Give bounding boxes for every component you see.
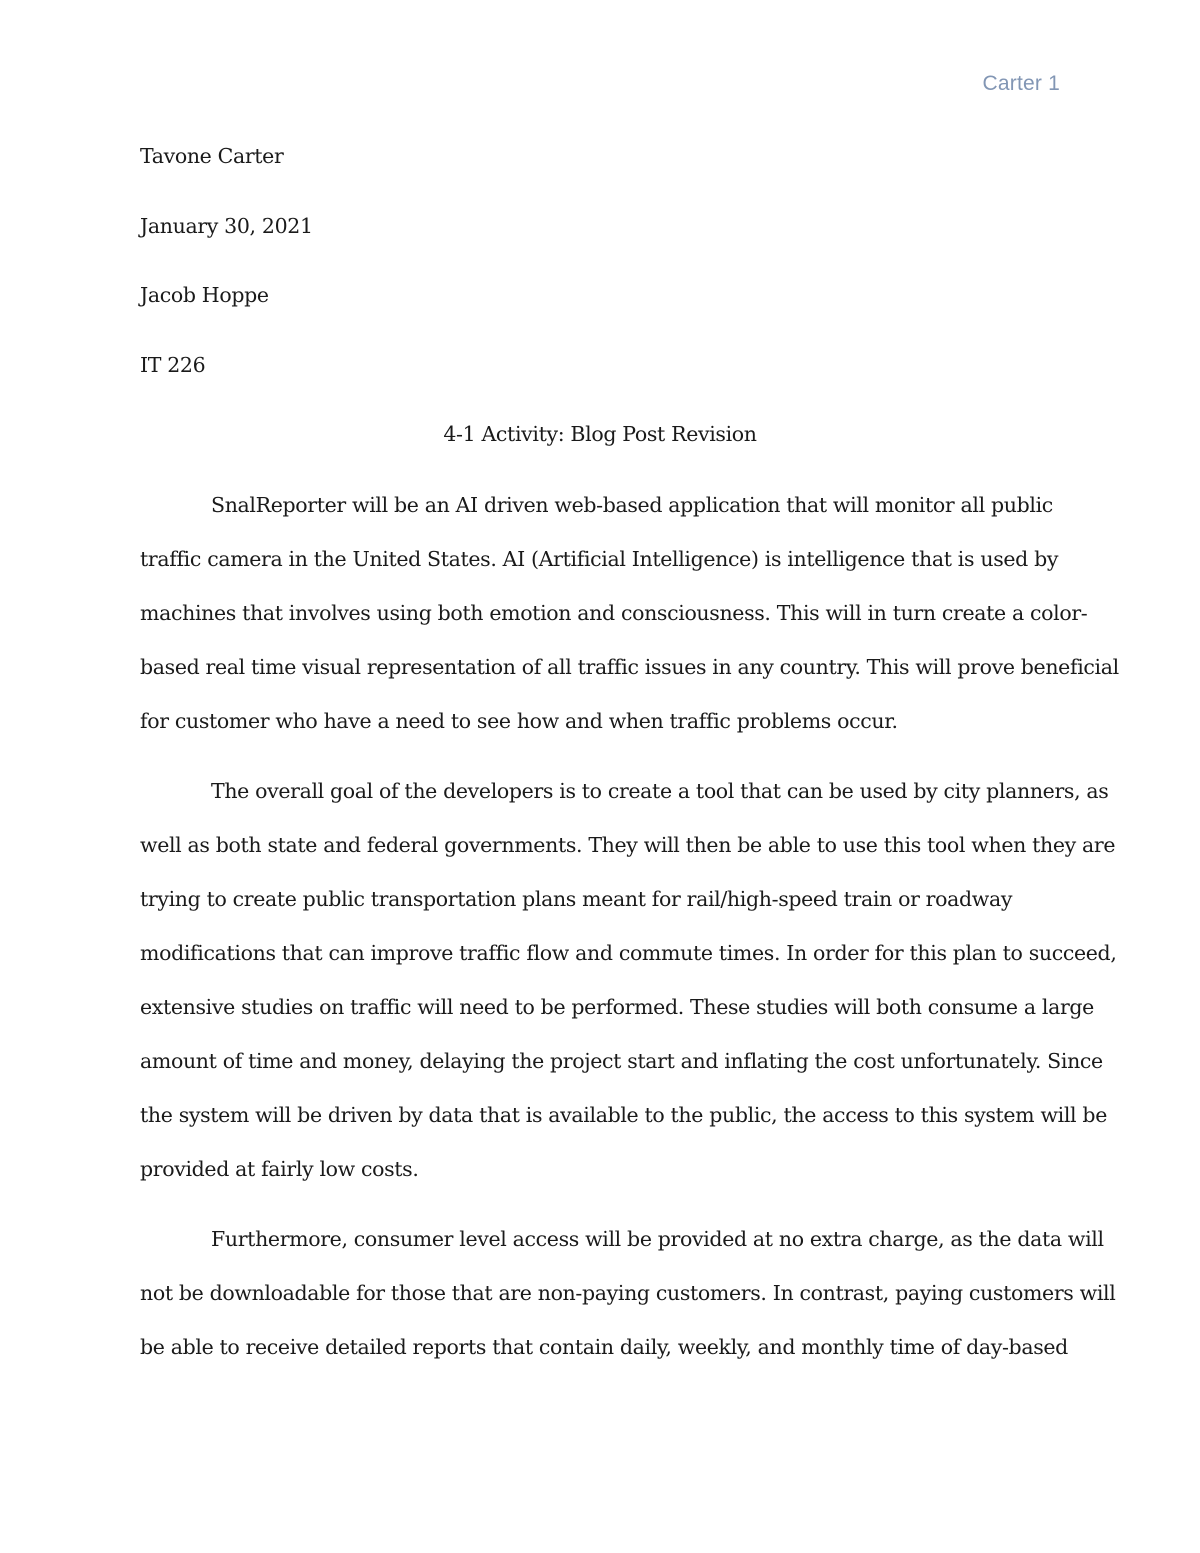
author-name: Tavone Carter <box>140 144 284 168</box>
paragraph-line: well as both state and federal governments. They will then be able to use this tool when they are <box>140 833 1116 857</box>
paragraph-line: based real time visual representation of all traffic issues in any country. This will prove beneficial <box>140 655 1119 679</box>
paragraph-line: traffic camera in the United States. AI (Artificial Intelligence) is intelligence that is used by <box>140 547 1059 571</box>
paragraph-line: Furthermore, consumer level access will be provided at no extra charge, as the data will <box>211 1227 1104 1251</box>
paragraph-line: modifications that can improve traffic flow and commute times. In order for this plan to succeed, <box>140 941 1117 965</box>
paragraph-line: for customer who have a need to see how and when traffic problems occur. <box>140 709 898 733</box>
paragraph-line: trying to create public transportation plans meant for rail/high-speed train or roadway <box>140 887 1013 911</box>
paragraph-line: not be downloadable for those that are non-paying customers. In contrast, paying customers will <box>140 1281 1116 1305</box>
running-head: Carter 1 <box>982 72 1060 95</box>
document-date: January 30, 2021 <box>140 214 313 238</box>
paragraph-line: extensive studies on traffic will need to be performed. These studies will both consume a large <box>140 995 1094 1019</box>
paragraph-line: the system will be driven by data that is available to the public, the access to this system will be <box>140 1103 1107 1127</box>
paragraph-line: The overall goal of the developers is to create a tool that can be used by city planners, as <box>211 779 1109 803</box>
paragraph-line: machines that involves using both emotion and consciousness. This will in turn create a color- <box>140 601 1088 625</box>
document-title: 4-1 Activity: Blog Post Revision <box>443 422 757 446</box>
instructor-name: Jacob Hoppe <box>140 283 269 307</box>
paragraph-line: amount of time and money, delaying the project start and inflating the cost unfortunately. Since <box>140 1049 1103 1073</box>
paragraph-line: SnalReporter will be an AI driven web-based application that will monitor all public <box>211 493 1053 517</box>
paragraph-line: be able to receive detailed reports that contain daily, weekly, and monthly time of day-based <box>140 1335 1068 1359</box>
paragraph-line: provided at fairly low costs. <box>140 1157 419 1181</box>
course-code: IT 226 <box>140 353 206 377</box>
